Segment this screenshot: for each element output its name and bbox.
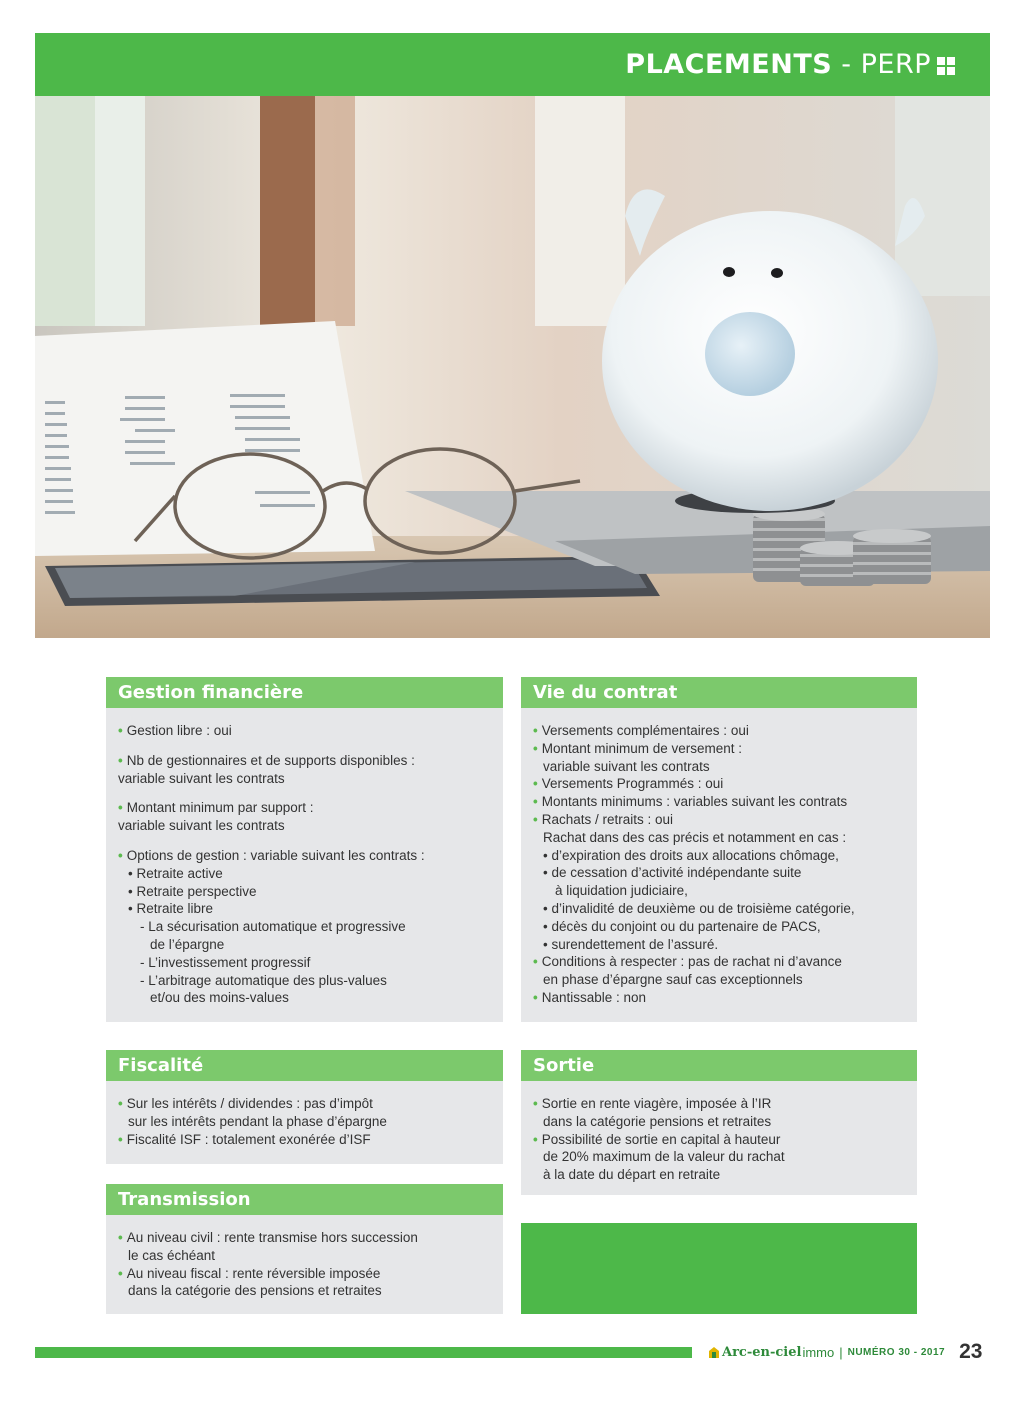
transmission-title: Transmission: [106, 1184, 503, 1215]
header-bar: [35, 33, 990, 96]
page-number: 23: [959, 1340, 983, 1363]
list-item: • Sortie en rente viagère, imposée à l’IR: [533, 1096, 772, 1111]
issue-number: NUMÉRO 30 - 2017: [847, 1346, 946, 1358]
page-title: PLACEMENTS - PERP: [625, 49, 955, 80]
list-item-continued: sur les intérêts pendant la phase d’épargne: [128, 1113, 387, 1129]
sub-sub-item: - La sécurisation automatique et progressive: [140, 919, 406, 935]
list-item: • Rachats / retraits : oui: [533, 811, 674, 827]
vie-du-contrat-panel: [521, 677, 917, 1022]
list-item: • Gestion libre : oui: [118, 723, 232, 738]
list-item-continued: variable suivant les contrats: [543, 758, 710, 774]
sub-item-continued: à liquidation judiciaire,: [555, 883, 688, 899]
list-item: • Nb de gestionnaires et de supports disponibles :: [118, 752, 415, 768]
sub-sub-item-continued: de l’épargne: [150, 936, 225, 952]
sub-sub-item: - L’arbitrage automatique des plus-values: [140, 972, 387, 988]
list-item-continued: Rachat dans des cas précis et notamment en cas :: [543, 829, 847, 845]
sub-item: • d’expiration des droits aux allocations chômage,: [543, 847, 839, 863]
list-item-continued: dans la catégorie des pensions et retraites: [128, 1283, 382, 1299]
sub-item: • de cessation d’activité indépendante suite: [543, 865, 802, 881]
list-item-continued: le cas échéant: [128, 1247, 216, 1263]
vie-du-contrat-title: Vie du contrat: [521, 677, 917, 708]
brand-logo: Arc-en-ciel: [722, 1344, 802, 1360]
list-item: • Versements complémentaires : oui: [533, 723, 749, 738]
grid-icon: [937, 57, 955, 75]
gestion-financiere-title: Gestion financière: [106, 677, 503, 708]
list-item-continued: à la date du départ en retraite: [543, 1167, 721, 1183]
fiscalite-panel: [106, 1050, 503, 1164]
list-item-continued: de 20% maximum de la valeur du rachat: [543, 1149, 785, 1165]
piggy-bank-illustration: [35, 96, 990, 638]
list-item: • Sur les intérêts / dividendes : pas d’impôt: [118, 1096, 373, 1111]
sub-item: • Retraite libre: [128, 901, 214, 917]
sub-sub-item: - L’investissement progressif: [140, 954, 311, 970]
list-item: • Fiscalité ISF : totalement exonérée d’ISF: [118, 1131, 371, 1147]
list-item-continued: en phase d’épargne sauf cas exceptionnels: [543, 972, 803, 988]
footer-separator: |: [839, 1344, 843, 1360]
list-item: • Conditions à respecter : pas de rachat ni d’avance: [533, 954, 842, 970]
list-item-continued: variable suivant les contrats: [118, 770, 285, 786]
fiscalite-title: Fiscalité: [106, 1050, 503, 1081]
list-item: • Options de gestion : variable suivant les contrats :: [118, 847, 425, 863]
sub-sub-item-continued: et/ou des moins-values: [150, 990, 289, 1006]
brand-suffix: immo: [802, 1344, 835, 1360]
sortie-title: Sortie: [521, 1050, 917, 1081]
house-logo-icon: [709, 1347, 719, 1358]
list-item: • Montants minimums : variables suivant les contrats: [533, 794, 848, 810]
list-item: • Montant minimum par support :: [118, 800, 314, 816]
sortie-panel: [521, 1050, 917, 1195]
decorative-green-block: [521, 1223, 917, 1314]
sub-item: • décès du conjoint ou du partenaire de PACS,: [543, 918, 821, 934]
list-item: • Nantissable : non: [533, 989, 647, 1005]
list-item-continued: variable suivant les contrats: [118, 818, 285, 834]
sub-item: • surendettement de l’assuré.: [543, 936, 719, 952]
footer-rule: [35, 1347, 692, 1358]
list-item-continued: dans la catégorie pensions et retraites: [543, 1113, 772, 1129]
transmission-panel: [106, 1184, 503, 1314]
sub-item: • d’invalidité de deuxième ou de troisième catégorie,: [543, 900, 855, 916]
gestion-financiere-panel: [106, 677, 503, 1022]
sub-item: • Retraite active: [128, 865, 223, 881]
list-item: • Au niveau civil : rente transmise hors succession: [118, 1230, 418, 1245]
sub-item: • Retraite perspective: [128, 883, 257, 899]
hero-photo: [35, 96, 990, 638]
footer: [709, 1339, 982, 1365]
list-item: • Montant minimum de versement :: [533, 740, 743, 756]
list-item: • Possibilité de sortie en capital à hauteur: [533, 1131, 781, 1147]
list-item: • Versements Programmés : oui: [533, 776, 724, 792]
list-item: • Au niveau fiscal : rente réversible imposée: [118, 1265, 381, 1281]
